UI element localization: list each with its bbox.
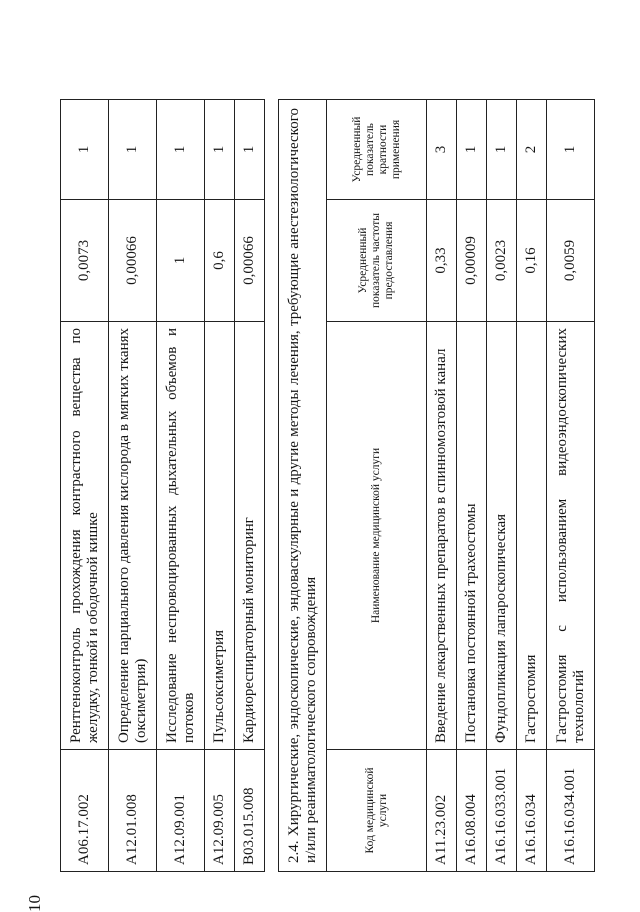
table-row bbox=[109, 100, 157, 872]
multiplicity-value: 1 bbox=[457, 100, 487, 200]
multiplicity-value: 1 bbox=[61, 100, 109, 200]
table-row bbox=[157, 100, 205, 872]
table-row bbox=[547, 100, 595, 872]
multiplicity-value: 1 bbox=[547, 100, 595, 200]
table-row bbox=[235, 100, 265, 872]
service-name: Введение лекарственных препаратов в спинномозговой канал bbox=[427, 322, 457, 750]
table-header-row bbox=[327, 100, 427, 872]
header-name: Наименование медицинской услуги bbox=[327, 322, 427, 750]
section-title: 2.4. Хирургические, эндоскопические, эндоваскулярные и другие методы лечения, требующие анестезиологического и/или реаниматологического сопровождения bbox=[279, 100, 327, 872]
service-code: А12.09.001 bbox=[157, 750, 205, 872]
frequency-value: 0,16 bbox=[517, 200, 547, 322]
services-table-continued bbox=[60, 99, 265, 872]
frequency-value: 0,00066 bbox=[109, 200, 157, 322]
table-row bbox=[457, 100, 487, 872]
service-name: Гастростомия bbox=[517, 322, 547, 750]
frequency-value: 0,6 bbox=[205, 200, 235, 322]
frequency-value: 0,00066 bbox=[235, 200, 265, 322]
page-number: 10 bbox=[25, 895, 44, 912]
multiplicity-value: 2 bbox=[517, 100, 547, 200]
service-name: Исследование неспровоцированных дыхательных объемов и потоков bbox=[157, 322, 205, 750]
service-code: А16.16.034 bbox=[517, 750, 547, 872]
service-code: А11.23.002 bbox=[427, 750, 457, 872]
service-name: Кардиореспираторный мониторинг bbox=[235, 322, 265, 750]
frequency-value: 0,0059 bbox=[547, 200, 595, 322]
service-code: В03.015.008 bbox=[235, 750, 265, 872]
frequency-value: 0,33 bbox=[427, 200, 457, 322]
multiplicity-value: 1 bbox=[205, 100, 235, 200]
multiplicity-value: 1 bbox=[487, 100, 517, 200]
services-table-2-4 bbox=[278, 99, 595, 872]
service-name: Постановка постоянной трахеостомы bbox=[457, 322, 487, 750]
table-row bbox=[427, 100, 457, 872]
service-name: Пульсоксиметрия bbox=[205, 322, 235, 750]
rotated-page bbox=[25, 32, 610, 912]
multiplicity-value: 3 bbox=[427, 100, 457, 200]
table-row bbox=[487, 100, 517, 872]
service-code: А12.01.008 bbox=[109, 750, 157, 872]
frequency-value: 0,0023 bbox=[487, 200, 517, 322]
service-name: Фундопликация лапароскопическая bbox=[487, 322, 517, 750]
service-name: Определение парциального давления кислорода в мягких тканях (оксиметрия) bbox=[109, 322, 157, 750]
frequency-value: 1 bbox=[157, 200, 205, 322]
table-row bbox=[205, 100, 235, 872]
service-code: А12.09.005 bbox=[205, 750, 235, 872]
multiplicity-value: 1 bbox=[109, 100, 157, 200]
multiplicity-value: 1 bbox=[235, 100, 265, 200]
service-code: А16.08.004 bbox=[457, 750, 487, 872]
frequency-value: 0,0073 bbox=[61, 200, 109, 322]
frequency-value: 0,00009 bbox=[457, 200, 487, 322]
table-row bbox=[61, 100, 109, 872]
service-name: Гастростомия с использованием видеоэндоскопических технологий bbox=[547, 322, 595, 750]
section-title-row bbox=[279, 100, 327, 872]
service-code: А16.16.033.001 bbox=[487, 750, 517, 872]
multiplicity-value: 1 bbox=[157, 100, 205, 200]
service-code: А16.16.034.001 bbox=[547, 750, 595, 872]
header-code: Код медицинской услуги bbox=[327, 750, 427, 872]
header-multiplicity: Усредненный показатель кратности применения bbox=[327, 100, 427, 200]
service-code: А06.17.002 bbox=[61, 750, 109, 872]
service-name: Рентгеноконтроль прохождения контрастного вещества по желудку, тонкой и ободочной кишке bbox=[61, 322, 109, 750]
table-row bbox=[517, 100, 547, 872]
header-frequency: Усредненный показатель частоты предоставления bbox=[327, 200, 427, 322]
